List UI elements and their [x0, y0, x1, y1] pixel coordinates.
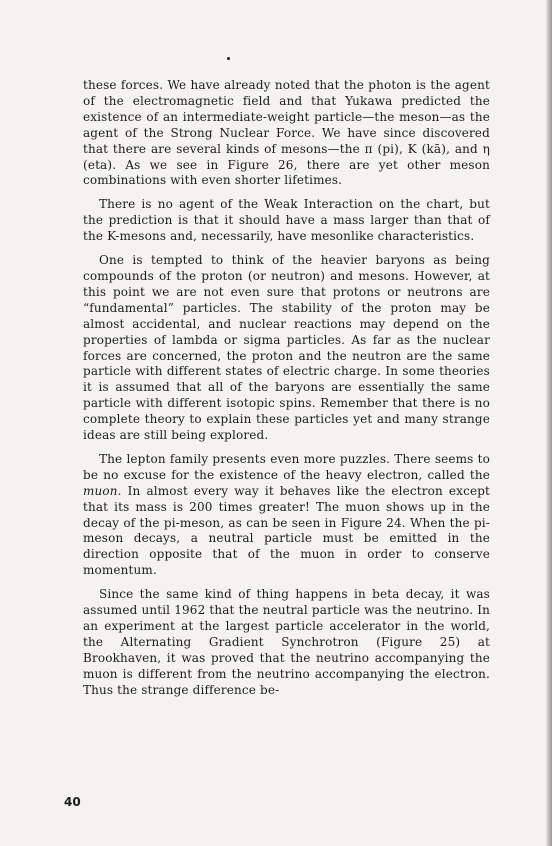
body-text	[83, 78, 490, 707]
paragraph-weak-interaction: There is no agent of the Weak Interaction on the chart, but the prediction is that it should have a mass larger than that of the K-mesons and, necessarily, have mesonlike characteristics.	[83, 197, 490, 244]
paragraph-continuation: these forces. We have already noted that the photon is the agent of the electromagnetic field and that Yukawa predicted the existence of an intermediate-weight particle—the meson—as the agent of the Strong Nuclear Force. We have since discovered that there are several kinds of mesons—the π (pi), K (kā), and η (eta). As we see in Figure 26, there are yet other meson combinations with even shorter lifetimes.	[83, 78, 490, 188]
paragraph-lepton-family: The lepton family presents even more puzzles. There seems to be no excuse for the existence of the heavy electron, called the muon. In almost every way it behaves like the electron except that its mass is 200 times greater! The muon shows up in the decay of the pi-meson, as can be seen in Figure 24. When the pi-meson decays, a neutral particle must be emitted in the direction opposite that of the muon in order to conserve momentum.	[83, 451, 490, 578]
page-number: 40	[64, 795, 81, 809]
page-edge-shadow	[546, 0, 552, 846]
paragraph-baryons: One is tempted to think of the heavier baryons as being compounds of the proton (or neutron) and mesons. However, at this point we are not even sure that protons or neutrons are “fundamental” particles. The stability of the proton may be almost accidental, and nuclear reactions may depend on the properties of lambda or sigma particles. As far as the nuclear forces are concerned, the proton and the neutron are the same particle with different states of electric charge. In some theories it is assumed that all of the baryons are essentially the same particle with different isotopic spins. Remember that there is no complete theory to explain these particles yet and many strange ideas are still being explored.	[83, 253, 490, 443]
italic-term-muon: muon	[83, 483, 118, 498]
paragraph-beta-decay: Since the same kind of thing happens in beta decay, it was assumed until 1962 that the neutral particle was the neutrino. In an experiment at the largest particle accelerator in the world, the Alternating Gradient Synchrotron (Figure 25) at Brookhaven, it was proved that the neutrino accompanying the muon is different from the neutrino accompanying the electron. Thus the strange difference be-	[83, 587, 490, 697]
print-speck	[227, 57, 230, 60]
